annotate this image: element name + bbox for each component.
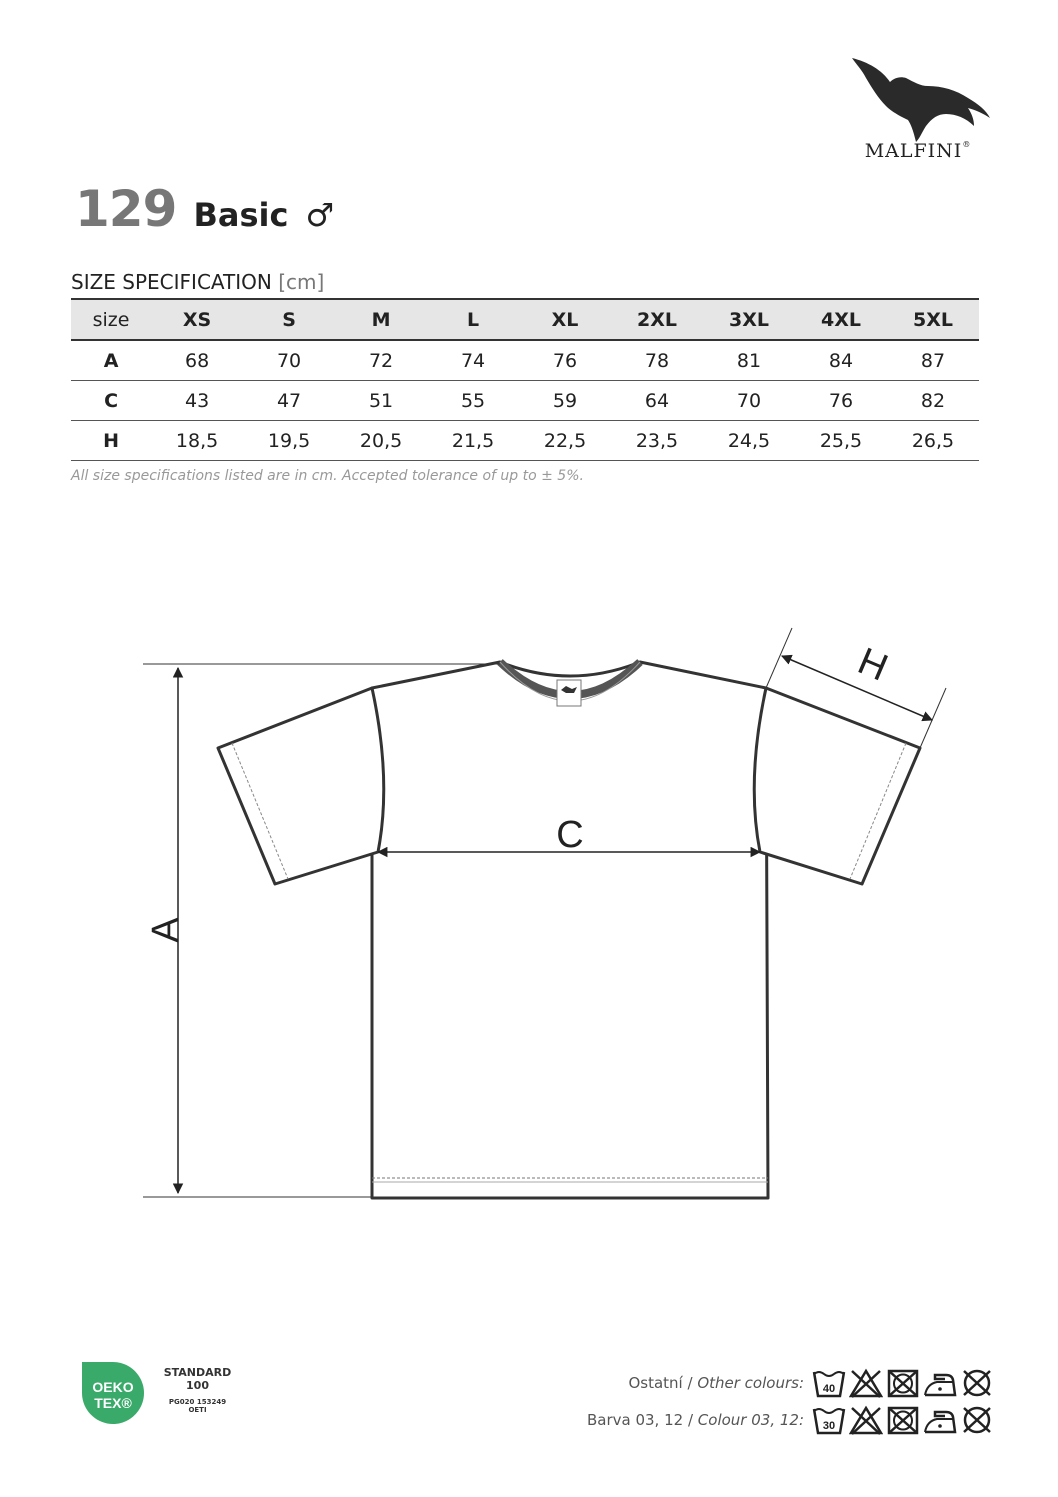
male-symbol-icon: ♂ <box>305 196 335 234</box>
svg-text:30: 30 <box>822 1420 836 1432</box>
column-header: XL <box>551 308 579 331</box>
tshirt-diagram <box>0 600 1058 1240</box>
svg-text:40: 40 <box>822 1383 836 1395</box>
table-cell: 18,5 <box>175 429 219 452</box>
table-cell: 87 <box>920 349 946 372</box>
table-cell: 22,5 <box>543 429 587 452</box>
tshirt-outline <box>218 662 920 1198</box>
column-header: M <box>371 308 391 331</box>
table-cell: 78 <box>644 349 670 372</box>
label-c: C <box>556 814 584 856</box>
table-cell: 51 <box>368 389 394 412</box>
table-row <box>71 340 979 381</box>
table-row <box>71 381 979 421</box>
table-cell: 72 <box>368 349 394 372</box>
table-cell: 59 <box>552 389 578 412</box>
guide-line <box>920 688 946 748</box>
table-cell: 23,5 <box>635 429 679 452</box>
column-header: L <box>466 308 480 331</box>
brand-name: MALFINI® <box>864 140 972 162</box>
label-a: A <box>145 917 187 943</box>
no-bleach-icon <box>849 1368 883 1398</box>
no-tumble-dry-icon <box>886 1405 920 1435</box>
oeko-standard-text: STANDARD 100 PG020 153249 OETI <box>163 1366 232 1414</box>
table-cell: 55 <box>460 389 486 412</box>
oeko-tex-badge <box>80 1360 146 1426</box>
row-label: A <box>103 349 119 372</box>
table-header-row <box>71 299 979 340</box>
table-cell: 26,5 <box>911 429 955 452</box>
care-label: Ostatní / Other colours: <box>628 1374 804 1392</box>
row-label: C <box>104 389 119 412</box>
table-cell: 19,5 <box>267 429 311 452</box>
table-cell: 70 <box>736 389 762 412</box>
column-header: 5XL <box>912 308 953 331</box>
table-cell: 21,5 <box>451 429 495 452</box>
table-cell: 70 <box>276 349 302 372</box>
row-label: H <box>103 429 119 452</box>
care-label: Barva 03, 12 / Colour 03, 12: <box>586 1411 804 1429</box>
table-cell: 76 <box>552 349 578 372</box>
table-cell: 81 <box>736 349 762 372</box>
care-row-colour <box>587 1404 994 1436</box>
tolerance-note: All size specifications listed are in cm. Accepted tolerance of up to ± 5%. <box>71 468 584 484</box>
table-cell: 76 <box>828 389 854 412</box>
table-cell: 82 <box>920 389 946 412</box>
table-cell: 43 <box>184 389 210 412</box>
column-header: XS <box>182 308 212 331</box>
eagle-icon <box>838 52 998 147</box>
iron-low-icon <box>923 1368 957 1398</box>
no-bleach-icon <box>849 1405 883 1435</box>
label-h: H <box>851 640 894 690</box>
no-tumble-dry-icon <box>886 1368 920 1398</box>
wash-tub-icon <box>812 1405 846 1435</box>
product-title <box>75 180 334 238</box>
table-cell: 47 <box>276 389 302 412</box>
svg-text:TEX®: TEX® <box>94 1395 132 1411</box>
table-cell: 74 <box>460 349 486 372</box>
iron-low-icon <box>923 1405 957 1435</box>
table-cell: 64 <box>644 389 670 412</box>
table-cell: 25,5 <box>819 429 863 452</box>
wash-tub-icon <box>812 1368 846 1398</box>
size-table <box>71 298 979 461</box>
column-header: S <box>282 308 296 331</box>
table-cell: 24,5 <box>727 429 771 452</box>
column-header: size <box>92 308 130 331</box>
model-number: 129 <box>75 180 177 238</box>
table-cell: 84 <box>828 349 854 372</box>
svg-text:OEKO: OEKO <box>92 1379 134 1395</box>
column-header: 2XL <box>637 308 677 331</box>
column-header: 4XL <box>820 308 861 331</box>
product-name: Basic <box>193 196 289 234</box>
care-row-other <box>628 1367 994 1399</box>
column-header: 3XL <box>729 308 769 331</box>
table-cell: 68 <box>184 349 210 372</box>
table-cell: 20,5 <box>359 429 403 452</box>
table-row <box>71 421 979 461</box>
spec-heading: SIZE SPECIFICATION [cm] <box>71 270 325 294</box>
no-dry-clean-icon <box>960 1368 994 1398</box>
no-dry-clean-icon <box>960 1405 994 1435</box>
